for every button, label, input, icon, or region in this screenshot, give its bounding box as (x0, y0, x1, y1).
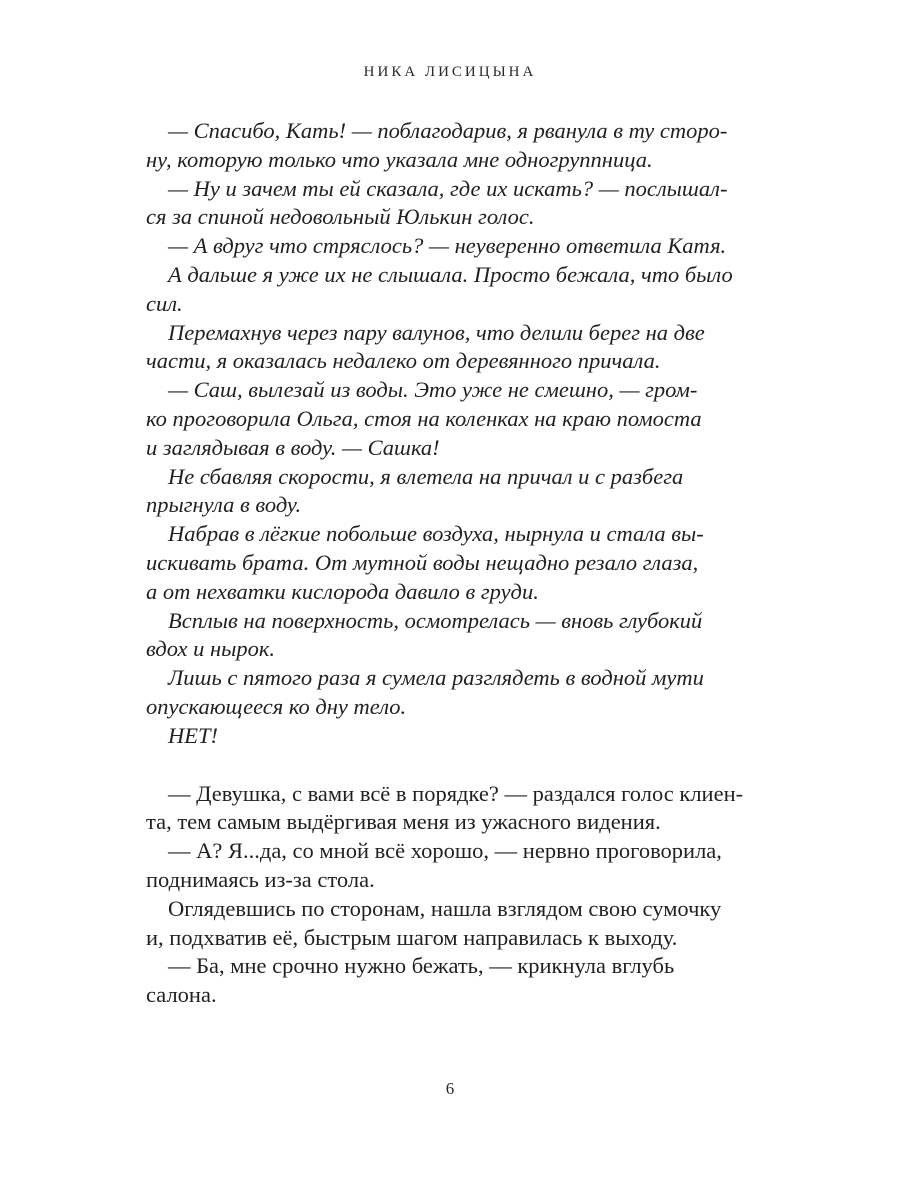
text-line: салона. (146, 982, 217, 1008)
text-line: поднимаясь из-за стола. (146, 866, 375, 892)
paragraph (146, 520, 758, 606)
text-line: ну, которую только что указала мне одногруппница. (146, 146, 653, 172)
text-line: а от нехватки кислорода давило в груди. (146, 578, 539, 604)
text-line: — Спасибо, Кать! — поблагодарив, я рванула в ту сторо- (168, 118, 728, 143)
paragraph (146, 607, 758, 665)
text-line: опускающееся ко дну тело. (146, 693, 407, 719)
text-line: — А? Я...да, со мной всё хорошо, — нервно проговорила, (168, 838, 722, 864)
paragraph (146, 895, 758, 953)
paragraph (146, 175, 758, 233)
text-line: — Ба, мне срочно нужно бежать, — крикнула вглубь (168, 953, 675, 979)
text-line: Набрав в лёгкие побольше воздуха, нырнула и стала вы- (168, 521, 704, 547)
page-number: 6 (445, 1079, 455, 1098)
paragraph (146, 117, 758, 175)
text-line: та, тем самым выдёргивая меня из ужасного видения. (146, 809, 661, 835)
text-line: сил. (146, 290, 183, 316)
paragraph (146, 463, 758, 521)
paragraph (146, 837, 758, 895)
text-line: ко проговорила Ольга, стоя на коленках на краю помоста (146, 405, 702, 431)
text-line: и заглядывая в воду. — Сашка! (146, 434, 440, 460)
paragraph (168, 722, 758, 751)
text-line: Лишь с пятого раза я сумела разглядеть в водной мути (168, 665, 704, 691)
text-line: — Ну и зачем ты ей сказала, где их искать? — послышал- (168, 175, 728, 201)
text-line: части, я оказалась недалеко от деревянного причала. (146, 348, 661, 374)
paragraph (168, 232, 758, 261)
section-break (168, 751, 758, 780)
text-line: прыгнула в воду. (146, 492, 302, 518)
text-line: Перемахнув через пару валунов, что делили берег на две (168, 319, 705, 345)
text-line: вдох и нырок. (146, 636, 276, 662)
paragraph (146, 664, 758, 722)
paragraph (146, 319, 758, 377)
paragraph (146, 952, 758, 1010)
text-line: — А вдруг что стряслось? — неуверенно ответила Катя. (168, 233, 727, 259)
text-line: Не сбавляя скорости, я влетела на причал и с разбега (168, 463, 684, 489)
text-line: — Девушка, с вами всё в порядке? — раздался голос клиен- (168, 780, 744, 806)
paragraph (146, 780, 758, 838)
text-line: ся за спиной недовольный Юлькин голос. (146, 204, 535, 230)
text-line: НЕТ! (168, 722, 218, 748)
paragraph (146, 376, 758, 462)
text-line: искивать брата. От мутной воды нещадно резало глаза, (146, 549, 699, 575)
text-line: и, подхватив её, быстрым шагом направилась к выходу. (146, 924, 678, 950)
text-line: А дальше я уже их не слышала. Просто бежала, что было (168, 261, 733, 287)
paragraph (146, 261, 758, 319)
present-section (146, 780, 758, 1010)
text-line: Оглядевшись по сторонам, нашла взглядом свою сумочку (168, 895, 722, 921)
text-line: — Саш, вылезай из воды. Это уже не смешно, — гром- (168, 377, 698, 403)
running-head-author: НИКА ЛИСИЦЫНА (363, 64, 537, 80)
flashback-section (146, 117, 758, 751)
text-line: Всплыв на поверхность, осмотрелась — вновь глубокий (168, 607, 703, 633)
body-text (146, 117, 758, 1010)
